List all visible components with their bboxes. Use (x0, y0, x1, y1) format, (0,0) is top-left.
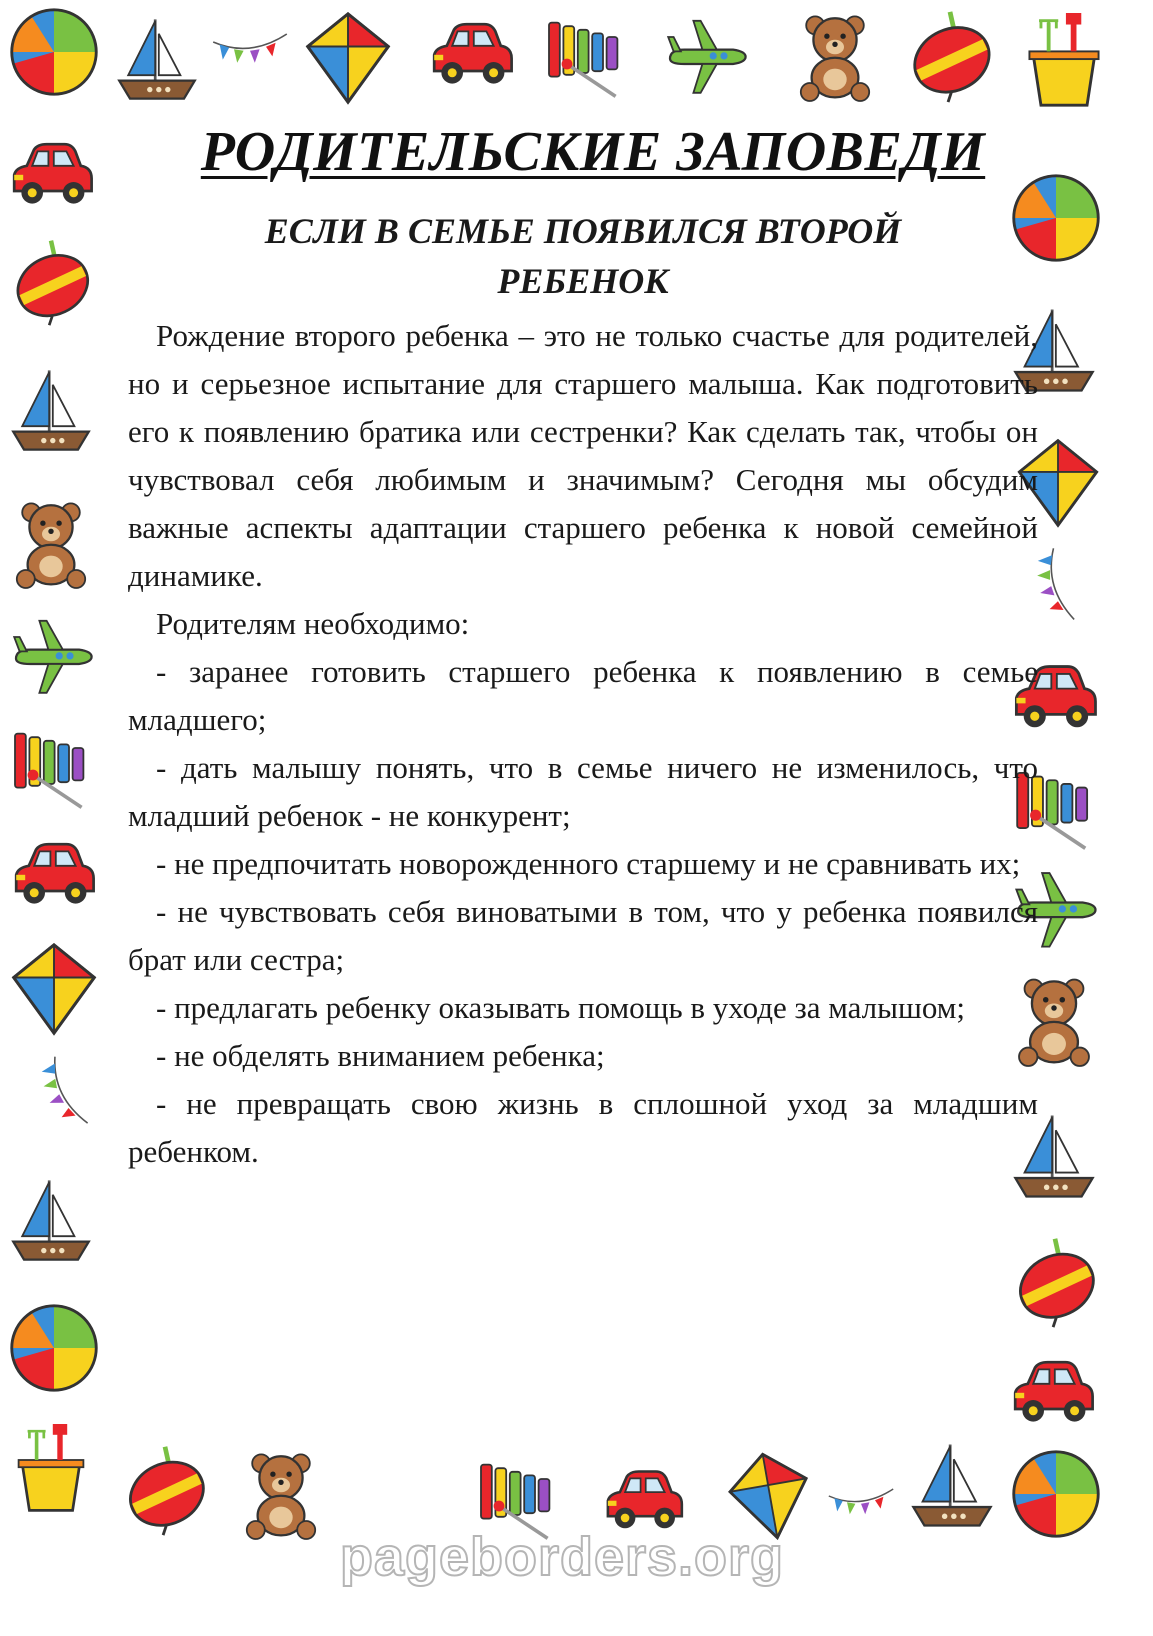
sailboat-icon (906, 1426, 998, 1544)
document-body (128, 120, 1038, 1176)
spinning-top-icon (118, 1440, 212, 1540)
toy-car-icon (1004, 1346, 1102, 1436)
watermark: pageborders.org (339, 1527, 785, 1587)
spinning-top-icon (1008, 1232, 1102, 1332)
toy-car-icon (6, 828, 102, 918)
page-title: РОДИТЕЛЬСКИЕ ЗАПОВЕДИ (200, 121, 986, 183)
spinning-top-icon (6, 232, 96, 332)
xylophone-icon (6, 718, 96, 814)
ball-icon (1008, 1446, 1104, 1542)
xylophone-icon (540, 10, 630, 100)
list-item: - не превращать свою жизнь в сплошной уход за младшим ребенком. (128, 1086, 1038, 1169)
kite-icon (300, 8, 396, 108)
list-item: - не предпочитать новорожденного старшему и не сравнивать их; (156, 846, 1021, 881)
list-header: Родителям необходимо: (156, 606, 470, 641)
sand-bucket-icon (6, 1414, 96, 1524)
ball-icon (6, 1300, 102, 1396)
list-item: - не обделять вниманием ребенка; (156, 1038, 605, 1073)
sailboat-icon (112, 4, 202, 114)
list-item: - не чувствовать себя виноватыми в том, что у ребенка появился брат или сестра; (128, 894, 1038, 977)
airplane-icon (656, 10, 756, 100)
sand-bucket-icon (1016, 6, 1112, 116)
toy-car-icon (4, 128, 100, 218)
intro-paragraph: Рождение второго ребенка – это не только счастье для родителей, но и серьезное испытание для старшего малыша. Как подготовить его к появлению братика или сестренки? Как сделать так, чтобы он чувствовал себя любимым и значимым? Сегодня мы обсудим важные аспекты адаптации старшего ребенка к новой семейной динамике. (128, 318, 1038, 593)
page-subtitle: ЕСЛИ В СЕМЬЕ ПОЯВИЛСЯ ВТОРОЙ РЕБЕНОК (264, 211, 902, 301)
kite-icon (6, 934, 102, 1044)
ball-icon (6, 4, 102, 100)
teddy-bear-icon (6, 492, 96, 594)
sailboat-icon (6, 1160, 96, 1280)
spinning-top-icon (902, 6, 998, 106)
bunting-icon (816, 1468, 906, 1538)
teddy-bear-icon (790, 6, 880, 106)
airplane-icon (4, 610, 100, 700)
bunting-icon (0, 1039, 121, 1148)
list-item: - предлагать ребенку оказывать помощь в уходе за малышом; (156, 990, 965, 1025)
teddy-bear-icon (236, 1444, 326, 1544)
sailboat-icon (6, 350, 96, 470)
list-item: - дать малышу понять, что в семье ничего не изменилось, что младший ребенок - не конкурент; (128, 750, 1038, 833)
toy-car-icon (422, 8, 522, 98)
list-item: - заранее готовить старшего ребенка к появлению в семье младшего; (128, 654, 1038, 737)
bunting-icon (200, 10, 300, 90)
